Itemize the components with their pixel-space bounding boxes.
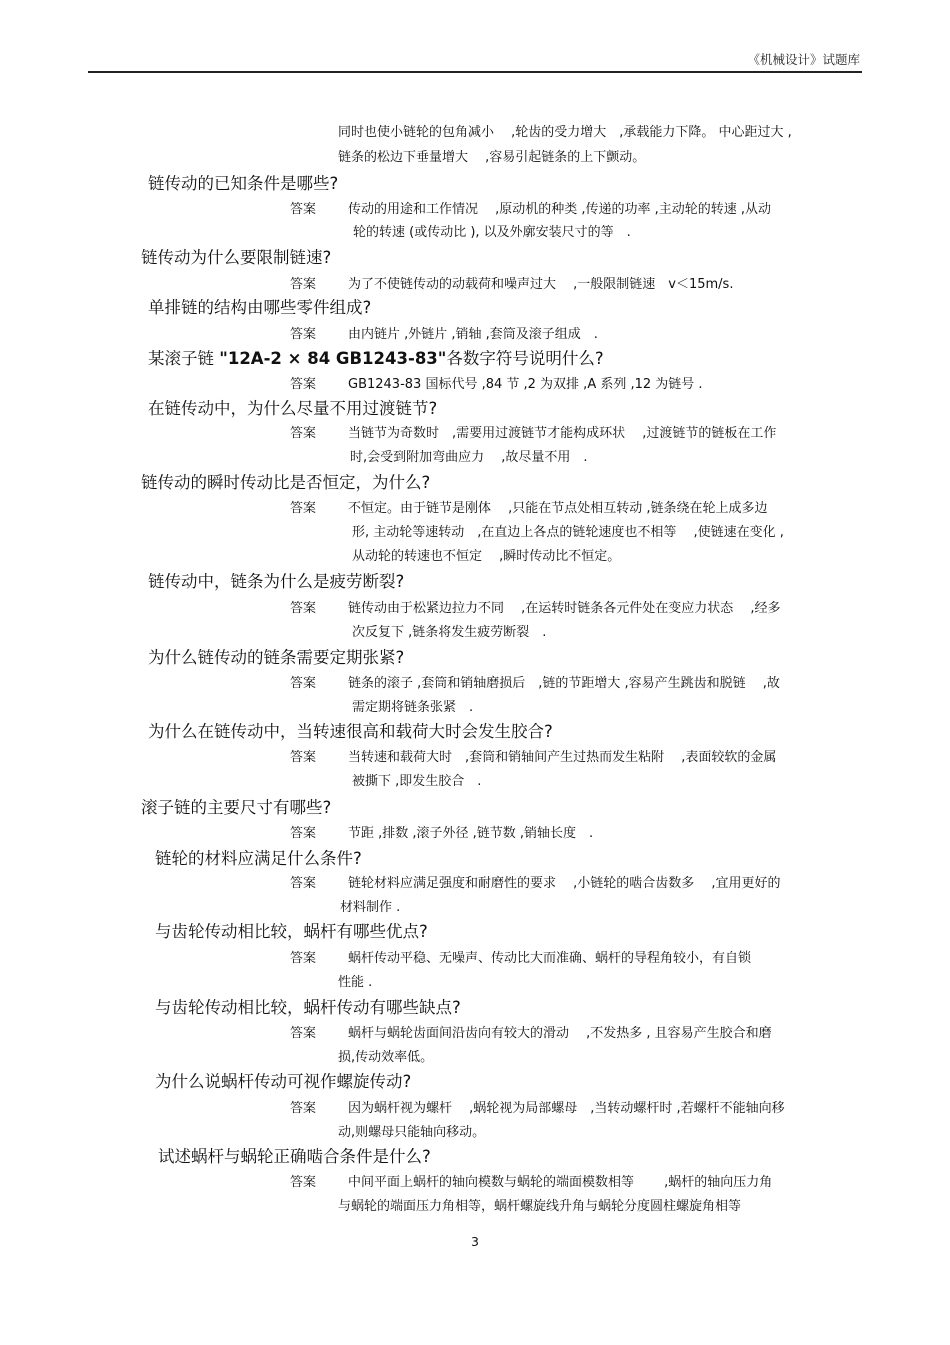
answer-6-line-1: 不恒定。由于链节是刚体 ,只能在节点处相互转动 ,链条绕在轮上成多边 (348, 501, 768, 516)
answer-2-line-1: 为了不使链传动的动载荷和噪声过大 ,一般限制链速 v＜15m/s. (348, 277, 734, 292)
answer-8-line-1: 链条的滚子 ,套筒和销轴磨损后 ,链的节距增大 ,容易产生跳齿和脱链 ,故 (348, 676, 780, 691)
answer-14-line-1: 因为蜗杆视为螺杆 ,蜗轮视为局部螺母 ,当转动螺杆时 ,若螺杆不能轴向移 (348, 1101, 785, 1116)
question-11: 链轮的材料应满足什么条件? (155, 849, 362, 868)
question-8: 为什么链传动的链条需要定期张紧? (148, 648, 405, 667)
answer-label: 答案 (290, 277, 317, 292)
answer-13-line-1: 蜗杆与蜗轮齿面间沿齿向有较大的滑动 ,不发热多 , 且容易产生胶合和磨 (348, 1026, 772, 1041)
answer-6 (290, 497, 768, 516)
answer-15-line-2: 与蜗轮的端面压力角相等，蜗杆螺旋线升角与蜗轮分度圆柱螺旋角相等 (338, 1199, 742, 1214)
question-4-code: "12A-2 × 84 GB1243-83" (219, 349, 447, 368)
answer-14 (290, 1097, 785, 1116)
question-9: 为什么在链传动中，当转速很高和载荷大时会发生胶合? (148, 722, 553, 741)
answer-13 (290, 1022, 772, 1041)
answer-label: 答案 (290, 951, 317, 966)
answer-12-line-2: 性能 . (338, 975, 373, 990)
question-2: 链传动为什么要限制链速? (141, 248, 332, 267)
answer-11 (290, 872, 781, 891)
answer-14-line-2: 动,则螺母只能轴向移动。 (338, 1125, 486, 1140)
answer-15 (290, 1171, 772, 1190)
page-number: 3 (471, 1234, 479, 1249)
answer-label: 答案 (290, 1175, 317, 1190)
answer-10-line-1: 节距 ,排数 ,滚子外径 ,链节数 ,销轴长度 . (348, 826, 594, 841)
question-4-suffix: 各数字符号说明什么? (446, 349, 604, 368)
answer-label: 答案 (290, 676, 317, 691)
answer-5-line-2: 时,会受到附加弯曲应力 ,故尽量不用 . (350, 450, 588, 465)
question-7: 链传动中，链条为什么是疲劳断裂? (148, 572, 405, 591)
answer-label: 答案 (290, 1101, 317, 1116)
answer-9 (290, 746, 776, 765)
answer-1-line-2: 轮的转速 (或传动比 ), 以及外廓安装尺寸的等 . (353, 225, 631, 240)
answer-5 (290, 422, 776, 441)
question-10: 滚子链的主要尺寸有哪些? (141, 798, 332, 817)
answer-2 (290, 273, 733, 292)
answer-6-line-3: 从动轮的转速也不恒定 ,瞬时传动比不恒定。 (352, 549, 621, 564)
question-5: 在链传动中，为什么尽量不用过渡链节? (148, 399, 438, 418)
answer-1-line-1: 传动的用途和工作情况 ,原动机的种类 ,传递的功率 ,主动轮的转速 ,从动 (348, 202, 772, 217)
answer-11-line-2: 材料制作 . (340, 900, 401, 915)
question-15: 试述蜗杆与蜗轮正确啮合条件是什么? (158, 1147, 431, 1166)
answer-label: 答案 (290, 377, 317, 392)
question-12: 与齿轮传动相比较，蜗杆有哪些优点? (155, 922, 428, 941)
answer-label: 答案 (290, 1026, 317, 1041)
answer-5-line-1: 当链节为奇数时 ,需要用过渡链节才能构成环状 ,过渡链节的链板在工作 (348, 426, 777, 441)
answer-8 (290, 672, 780, 691)
answer-label: 答案 (290, 826, 317, 841)
document-header-title: 《机械设计》试题库 (747, 52, 860, 67)
answer-15-line-1: 中间平面上蜗杆的轴向模数与蜗轮的端面模数相等 ,蜗杆的轴向压力角 (348, 1175, 773, 1190)
question-14: 为什么说蜗杆传动可视作螺旋传动? (155, 1072, 412, 1091)
answer-1 (290, 198, 771, 217)
question-3: 单排链的结构由哪些零件组成? (148, 298, 372, 317)
answer-9-line-2: 被撕下 ,即发生胶合 . (352, 774, 482, 789)
answer-label: 答案 (290, 750, 317, 765)
question-1: 链传动的已知条件是哪些? (148, 174, 339, 193)
answer-13-line-2: 损,传动效率低。 (338, 1050, 434, 1065)
answer-11-line-1: 链轮材料应满足强度和耐磨性的要求 ,小链轮的啮合齿数多 ,宜用更好的 (348, 876, 781, 891)
answer-label: 答案 (290, 327, 317, 342)
answer-label: 答案 (290, 426, 317, 441)
answer-4 (290, 373, 703, 392)
answer-3-line-1: 由内链片 ,外链片 ,销轴 ,套筒及滚子组成 . (348, 327, 598, 342)
answer-9-line-1: 当转速和载荷大时 ,套筒和销轴间产生过热而发生粘附 ,表面较软的金属 (348, 750, 777, 765)
answer-7 (290, 597, 781, 616)
answer-8-line-2: 需定期将链条张紧 . (352, 700, 474, 715)
answer-label: 答案 (290, 876, 317, 891)
answer-label: 答案 (290, 501, 317, 516)
question-6: 链传动的瞬时传动比是否恒定，为什么? (141, 473, 431, 492)
answer-4-line-1: GB1243-83 国标代号 ,84 节 ,2 为双排 ,A 系列 ,12 为链号 . (348, 377, 703, 392)
answer-7-line-2: 次反复下 ,链条将发生疲劳断裂 . (352, 625, 547, 640)
header-rule (88, 71, 862, 73)
answer-10 (290, 822, 593, 841)
question-4-prefix: 某滚子链 (148, 349, 220, 368)
question-4 (148, 345, 604, 369)
question-13: 与齿轮传动相比较，蜗杆传动有哪些缺点? (155, 998, 461, 1017)
answer-label: 答案 (290, 202, 317, 217)
intro-line-1: 同时也使小链轮的包角减小 ,轮齿的受力增大 ,承载能力下降。 中心距过大 , (338, 125, 792, 140)
answer-12 (290, 947, 751, 966)
answer-label: 答案 (290, 601, 317, 616)
answer-3 (290, 323, 598, 342)
answer-7-line-1: 链传动由于松紧边拉力不同 ,在运转时链条各元件处在变应力状态 ,经多 (348, 601, 781, 616)
answer-6-line-2: 形, 主动轮等速转动 ,在直边上各点的链轮速度也不相等 ,使链速在变化 , (352, 525, 784, 540)
answer-12-line-1: 蜗杆传动平稳、无噪声、传动比大而准确、蜗杆的导程角较小，有自锁 (348, 951, 752, 966)
intro-line-2: 链条的松边下垂量增大 ,容易引起链条的上下颤动。 (338, 150, 646, 165)
